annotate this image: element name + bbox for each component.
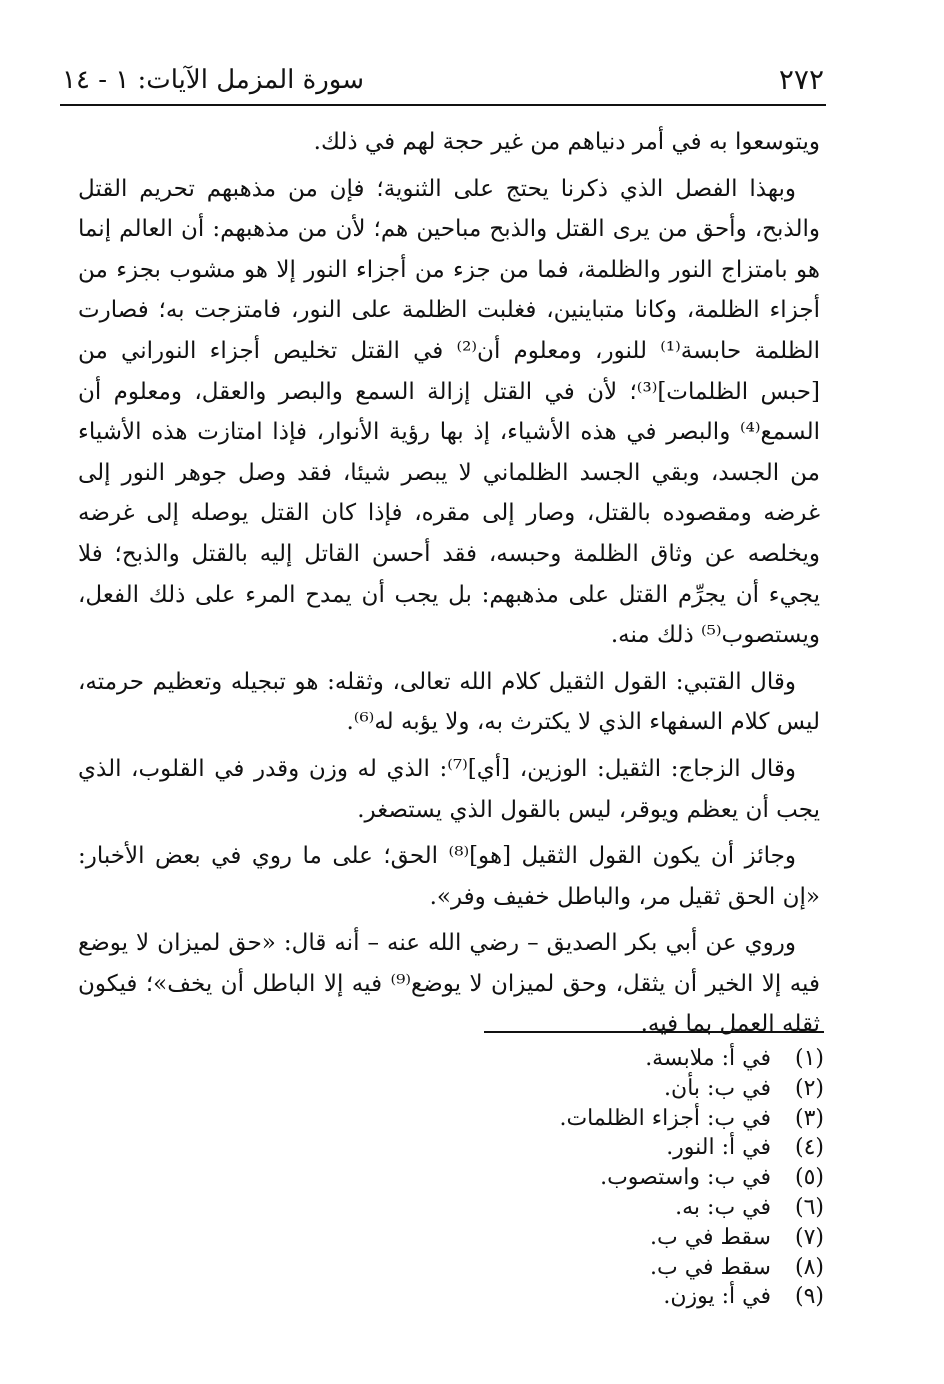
footnote (264, 1074, 824, 1104)
footnote-text: في أ: يوزن. (663, 1284, 771, 1310)
paragraph: وجائز أن يكون القول الثقيل [هو]⁽⁸⁾ الحق؛ على ما روي في بعض الأخبار: «إن الحق ثقيل مر، والباطل خفيف وفر». (78, 843, 820, 910)
footnote (264, 1193, 824, 1223)
footnote-number: (٨) (794, 1254, 824, 1280)
footnote-number: (٤) (794, 1135, 824, 1161)
footnote (264, 1163, 824, 1193)
paragraph: ويتوسعوا به في أمر دنياهم من غير حجة لهم في ذلك. (313, 129, 820, 155)
running-title: سورة المزمل الآيات: ١ - ١٤ (62, 65, 365, 95)
paragraph: وبهذا الفصل الذي ذكرنا يحتج على الثنوية؛ فإن من مذهبهم تحريم القتل والذبح، وأحق من يرى القتل والذبح مباحين هم؛ لأن من مذهبهم: أن العالم إنما هو بامتزاج النور والظلمة، فما من جزء من أجزاء النور إلا هو مشوب بجزء من أجزاء الظلمة، وكانا متباينين، فغلبت الظلمة على النور، فامتزجت به؛ فصارت الظلمة حابسة⁽¹⁾ للنور، ومعلوم أن⁽²⁾ في القتل تخليص أجزاء النوراني من [حبس الظلمات]⁽³⁾؛ لأن في القتل إزالة السمع والبصر والعقل، ومعلوم أن السمع⁽⁴⁾ والبصر في هذه الأشياء، إذ بها رؤية الأنوار، فإذا امتازت هذه الأشياء من الجسد، وبقي الجسد الظلماني لا يبصر شيئا، فقد وصل جوهر النور إلى غرضه ومقصوده بالقتل، وصار إلى مقره، فإذا كان القتل يوصله إلى غرضه ويخلصه عن وثاق الظلمة وحبسه، فقد أحسن القاتل إليه بالقتل والذبح؛ فلا يجيء أن يجرِّم القتل على مذهبهم: بل يجب أن يمدح المرء على ذلك الفعل، ويستصوب⁽⁵⁾ ذلك منه. (78, 175, 820, 649)
page-header (62, 62, 824, 100)
footnote-text: في أ: ملابسة. (645, 1046, 771, 1071)
header-divider (60, 104, 826, 106)
footnote-text: في ب: بأن. (664, 1075, 771, 1101)
page-number: ٢٧٢ (778, 63, 824, 96)
footnote-text: في ب: أجزاء الظلمات. (559, 1105, 771, 1131)
footnote-number: (٦) (794, 1194, 824, 1220)
footnote-number: (٥) (794, 1165, 824, 1191)
footnote (264, 1253, 824, 1283)
main-text (78, 122, 820, 1051)
footnote-number: (٢) (794, 1075, 824, 1101)
footnote-number: (١) (794, 1046, 824, 1071)
footnote-divider (484, 1031, 824, 1033)
paragraph: وقال القتبي: القول الثقيل كلام الله تعالى، وثقله: هو تبجيله وتعظيم حرمته، ليس كلام السفهاء الذي لا يكترث به، ولا يؤبه له⁽⁶⁾. (78, 668, 820, 736)
footnote (264, 1282, 824, 1312)
footnote-text: سقط في ب. (650, 1254, 771, 1280)
footnote (264, 1223, 824, 1253)
footnote (264, 1104, 824, 1134)
footnote-number: (٩) (794, 1284, 824, 1310)
footnote-text: في ب: به. (675, 1194, 771, 1220)
paragraph: وروي عن أبي بكر الصديق – رضي الله عنه – أنه قال: «حق لميزان لا يوضع فيه إلا الخير أن يثقل، وحق لميزان لا يوضع⁽⁹⁾ فيه إلا الباطل أن يخف»؛ فيكون ثقله العمل بما فيه. (78, 930, 820, 1038)
footnotes-list (264, 1044, 824, 1312)
footnote (264, 1044, 824, 1074)
paragraph: وقال الزجاج: الثقيل: الوزين، [أي]⁽⁷⁾: الذي له وزن وقدر في القلوب، الذي يجب أن يعظم ويوقر، ليس بالقول الذي يستصغر. (78, 755, 820, 823)
footnote-text: في أ: النور. (666, 1135, 771, 1161)
footnote-text: سقط في ب. (650, 1224, 771, 1250)
footnote-number: (٧) (794, 1224, 824, 1250)
footnote-number: (٣) (794, 1105, 824, 1131)
footnote-text: في ب: واستصوب. (600, 1165, 771, 1191)
footnote (264, 1133, 824, 1163)
